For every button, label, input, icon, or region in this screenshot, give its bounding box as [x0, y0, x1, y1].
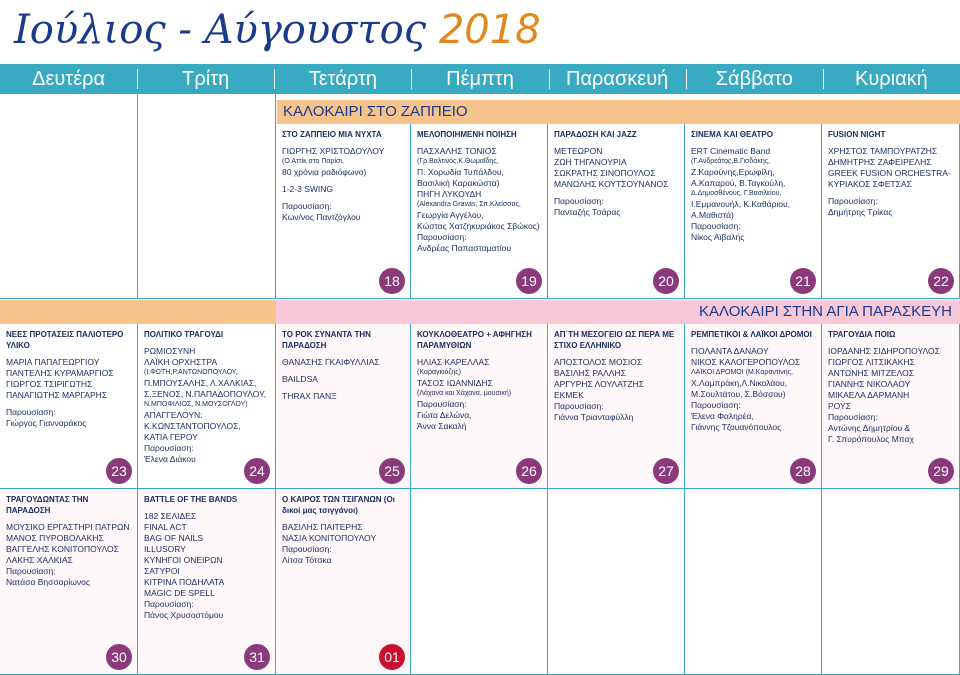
event-line: ΡΟΥΣ	[828, 401, 851, 411]
event-line: Παρουσίαση:	[554, 401, 604, 411]
agia-band-left	[0, 300, 276, 324]
event-line: FINAL ACT	[144, 522, 187, 532]
event-line: ΜΑΡΙΑ ΠΑΠΑΓΕΩΡΓΙΟΥ	[6, 357, 100, 367]
event-cell-01	[276, 489, 411, 675]
event-line: ΣΩΚΡΑΤΗΣ ΣΙΝΟΠΟΥΛΟΣ	[554, 168, 656, 178]
event-line: Έλενα Διάκου	[144, 454, 196, 464]
event-line: GREEK FUSION ORCHESTRA-	[828, 168, 951, 178]
event-line: Νατάσα Βησσαρίωνος	[6, 577, 90, 587]
event-line: ΠΑΣΧΑΛΗΣ ΤΟΝΙΟΣ	[417, 146, 497, 156]
day-number-badge: 28	[790, 458, 816, 484]
event-line: ILLUSORY	[144, 544, 186, 554]
day-number-badge: 24	[244, 458, 270, 484]
event-line: Δημήτρης Τρίκας	[828, 207, 893, 217]
event-line: Αντώνης Δημητρίου &	[828, 423, 911, 433]
event-line: Ν.ΜΠΟΦΙΛΙΟΣ, Ν.ΜΟΥΣΟΓΛΟΥ)	[144, 401, 248, 408]
event-line: ΚΑΤΙΑ ΓΕΡΟΥ	[144, 432, 198, 442]
weekday-monday: Δευτέρα	[32, 68, 106, 90]
event-line: BAG OF NAILS	[144, 533, 204, 543]
day-number-badge: 31	[244, 644, 270, 670]
event-line: Παρουσίαση:	[6, 566, 56, 576]
event-line: Παρουσίαση:	[144, 443, 194, 453]
day-number-badge: 22	[928, 268, 954, 294]
event-line: Χ.Λαμπράκη,Λ.Νικολάου,	[691, 378, 788, 388]
event-cell-20	[548, 124, 685, 299]
event-line: Παρουσίαση:	[417, 232, 467, 242]
event-title: ΜΕΛΟΠΟΙΗΜΕΝΗ ΠΟΙΗΣΗ	[417, 130, 517, 139]
event-cell-25	[276, 324, 411, 489]
empty-cell-w3	[822, 489, 960, 675]
day-number-badge: 18	[379, 268, 405, 294]
event-cell-22	[822, 124, 960, 299]
event-line: Δ.Δημοσθένους, Γ.Βασιλείου,	[691, 190, 782, 197]
event-line: MAGIC DE SPELL	[144, 588, 215, 598]
event-title: ΤΡΑΓΟΥΔΙΑ ΠΟΙΩ	[828, 330, 896, 339]
event-line: ΓΙΩΡΓΗΣ ΧΡΙΣΤΟΔΟΥΛΟΥ	[282, 146, 385, 156]
event-line: Έλενα Φαληρέα,	[691, 411, 754, 421]
event-cell-24	[138, 324, 276, 489]
event-line: ΝΙΚΟΣ ΚΑΛΟΓΕΡΟΠΟΥΛΟΣ	[691, 357, 801, 367]
weekday-sunday: Κυριακή	[823, 64, 960, 94]
event-line: Πάνος Χρυσοστόμου	[144, 610, 224, 620]
event-line: ΜΕΤΕΩΡΟΝ	[554, 146, 603, 156]
event-line: ΓΙΑΝΝΗΣ ΝΙΚΟΛΑΟΥ	[828, 379, 911, 389]
event-line: Κώστας Χατζηκυριάκος Σβώκος)	[417, 221, 540, 231]
event-line: ΒΑΓΓΕΛΗΣ ΚΟΝΙΤΟΠΟΥΛΟΣ	[6, 544, 119, 554]
event-line: (Γρ.Βαλτινός,Κ.Θωμαΐδης,	[417, 158, 499, 165]
event-line: Γιώργος Γιανναράκος	[6, 418, 87, 428]
title-year: 2018	[438, 7, 541, 53]
event-line: ΖΩΗ ΤΗΓΑΝΟΥΡΙΑ	[554, 157, 627, 167]
event-line: ΑΡΓΥΡΗΣ ΛΟΥΛΑΤΖΗΣ	[554, 379, 645, 389]
event-title: ΑΠ΄ΤΗ ΜΕΣΟΓΕΙΟ ΩΣ ΠΕΡΑ ΜΕ ΣΤΙΧΟ ΕΛΛΗΝΙΚΟ	[554, 330, 675, 350]
event-title: ΣΙΝΕΜΑ ΚΑΙ ΘΕΑΤΡΟ	[691, 130, 773, 139]
day-number-badge: 20	[653, 268, 679, 294]
event-line: Κ.ΚΩΝΣΤΑΝΤΟΠΟΥΛΟΣ,	[144, 421, 241, 431]
event-cell-28	[685, 324, 822, 489]
event-line: ΧΡΗΣΤΟΣ ΤΑΜΠΟΥΡΑΤΖΗΣ	[828, 146, 938, 156]
event-cell-30	[0, 489, 138, 675]
event-line: Πανταζής Τσάρας	[554, 207, 621, 217]
day-number-badge: 26	[516, 458, 542, 484]
event-line: Γ. Σπυρόπουλος Μπαχ	[828, 434, 914, 444]
event-line: Παρουσίαση:	[691, 221, 741, 231]
event-title: Ο ΚΑΙΡΟΣ ΤΩΝ ΤΣΙΓΑΝΩΝ (Οι δικοί μας τσιγγάνοι)	[282, 495, 395, 515]
event-title: ΤΟ ΡΟΚ ΣΥΝΑΝΤΑ ΤΗΝ ΠΑΡΑΔΟΣΗ	[282, 330, 371, 350]
event-title: ΠΟΛΙΤΙΚΟ ΤΡΑΓΟΥΔΙ	[144, 330, 224, 339]
event-line: ΑΠΟΣΤΟΛΟΣ ΜΟΣΙΟΣ	[554, 357, 643, 367]
event-line: Παρουσίαση:	[828, 196, 878, 206]
event-line: ΓΙΩΡΓΟΣ ΤΣΙΡΙΓΩΤΗΣ	[6, 379, 93, 389]
event-line: ΠΗΓΗ ΛΥΚΟΥΔΗ	[417, 189, 482, 199]
event-line: (Λάχανα και Χάχανα, μουσική)	[417, 390, 512, 397]
event-title: ΡΕΜΠΕΤΙΚΟΙ & ΛΑΪΚΟΙ ΔΡΟΜΟΙ	[691, 330, 812, 339]
event-line: 182 ΣΕΛΙΔΕΣ	[144, 511, 197, 521]
event-line: Λίτσα Τότσκα	[282, 555, 332, 565]
event-line: Παρουσίαση:	[554, 196, 604, 206]
event-title: ΚΟΥΚΛΟΘΕΑΤΡΟ + ΑΦΗΓΗΣΗ ΠΑΡΑΜΥΘΙΩΝ	[417, 330, 532, 350]
event-line: ΜΑΝΟΣ ΠΥΡΟΒΟΛΑΚΗΣ	[6, 533, 104, 543]
event-line: EKMEK	[554, 390, 584, 400]
event-line: Παρουσίαση:	[6, 407, 56, 417]
event-line: Παρουσίαση:	[417, 399, 467, 409]
event-line: 80 χρόνια ραδιόφωνο)	[282, 167, 367, 177]
event-line: ΤΑΣΟΣ ΙΩΑΝΝΙΔΗΣ	[417, 378, 493, 388]
event-cell-18	[276, 124, 411, 299]
event-line: Π.ΜΠΟΥΣΑΛΗΣ, Λ.ΧΑΛΚΙΑΣ,	[144, 378, 257, 388]
event-line: Ζ.Καρούνης,Ερωφίλη,	[691, 167, 775, 177]
event-line: ΛΑΚΗΣ ΧΑΛΚΙΑΣ	[6, 555, 73, 565]
event-line: Γιάννης Τζουανόπουλος	[691, 422, 782, 432]
event-line: Βασιλική Καρακώστα)	[417, 178, 500, 188]
event-line: Π. Χορωδία Τυπάλδου,	[417, 167, 504, 177]
day-number-badge: 25	[379, 458, 405, 484]
event-line: ΠΑΝΤΕΛΗΣ ΚΥΡΑΜΑΡΓΙΟΣ	[6, 368, 114, 378]
event-line: ΗΛΙΑΣ ΚΑΡΕΛΛΑΣ	[417, 357, 490, 367]
event-line: 1-2-3 SWING	[282, 184, 334, 194]
event-line: ΛΑΪΚΗ ΟΡΧΗΣΤΡΑ	[144, 357, 218, 367]
event-cell-19	[411, 124, 548, 299]
day-number-badge: 21	[790, 268, 816, 294]
event-line: ΔΗΜΗΤΡΗΣ ΖΑΦΕΙΡΕΛΗΣ	[828, 157, 932, 167]
event-line: Γεωργία Αγγέλου,	[417, 210, 484, 220]
empty-cell-w3	[548, 489, 685, 675]
event-line: ΚΙΤΡΙΝΑ ΠΟΔΗΛΑΤΑ	[144, 577, 225, 587]
weekday-wednesday: Τετάρτη	[274, 64, 411, 94]
event-line: ΝΑΣΙΑ ΚΟΝΙΤΟΠΟΥΛΟΥ	[282, 533, 377, 543]
event-title: ΤΡΑΓΟΥΔΩΝΤΑΣ ΤΗΝ ΠΑΡΑΔΟΣΗ	[6, 495, 89, 515]
empty-cell-w3	[411, 489, 548, 675]
agia-band: ΚΑΛΟΚΑΙΡΙ ΣΤΗΝ ΑΓΙΑ ΠΑΡΑΣΚΕΥΗ	[276, 300, 960, 324]
empty-cell-tue-w1	[138, 94, 276, 299]
event-line: ΡΩΜΙΟΣΥΝΗ	[144, 346, 196, 356]
event-cell-29	[822, 324, 960, 489]
event-line: (Ο Αττίκ στο Παρίσι,	[282, 158, 344, 165]
event-title: FUSION NIGHT	[828, 130, 886, 139]
event-line: Γιάννα Τριανταφύλλη	[554, 412, 634, 422]
day-number-badge: 29	[928, 458, 954, 484]
event-line: THRAX ΠΑΝΞ	[282, 391, 337, 401]
event-line: ΣΑΤΥΡΟΙ	[144, 566, 180, 576]
day-number-badge: 23	[106, 458, 132, 484]
event-line: Παρουσίαση:	[691, 400, 741, 410]
empty-cell-w3	[685, 489, 822, 675]
event-line: Παρουσίαση:	[282, 201, 332, 211]
event-title: ΠΑΡΑΔΟΣΗ ΚΑΙ JAZZ	[554, 130, 637, 139]
day-number-badge: 01	[379, 644, 405, 670]
event-line: Άννα Σακαλή	[417, 421, 467, 431]
event-line: ΠΑΝΑΓΙΩΤΗΣ ΜΑΡΓΑΡΗΣ	[6, 390, 108, 400]
weekday-header	[0, 64, 960, 94]
event-line: BAILDSA	[282, 374, 318, 384]
event-line: Κων/νος Παντζόγλου	[282, 212, 361, 222]
day-number-badge: 30	[106, 644, 132, 670]
event-line: (Ι.ΦΩΤΗ,Ρ.ΑΝΤΩΝΟΠΟΥΛΟΥ,	[144, 369, 238, 376]
event-line: Παρουσίαση:	[282, 544, 332, 554]
event-line: ΜΟΥΣΙΚΟ ΕΡΓΑΣΤΗΡΙ ΠΑΤΡΩΝ	[6, 522, 130, 532]
event-line: ΘΑΝΑΣΗΣ ΓΚΑΙΦΥΛΛΙΑΣ	[282, 357, 380, 367]
event-line: ΜΑΝΩΛΗΣ ΚΟΥΤΣΟΥΝΑΝΟΣ	[554, 179, 669, 189]
event-line: ΒΑΣΙΛΗΣ ΡΑΛΛΗΣ	[554, 368, 626, 378]
event-line: (Καραγκιόζης)	[417, 369, 461, 376]
weekday-tuesday: Τρίτη	[137, 64, 274, 94]
event-line: ERT Cinematic Band	[691, 146, 771, 156]
event-cell-31	[138, 489, 276, 675]
event-line: ΚΥΝΗΓΟΙ ΟΝΕΙΡΩΝ	[144, 555, 223, 565]
weekday-thursday: Πέμπτη	[411, 64, 548, 94]
event-title: ΣΤΟ ΖΑΠΠΕΙΟ ΜΙΑ ΝΥΧΤΑ	[282, 130, 382, 139]
event-line: ΙΟΡΔΑΝΗΣ ΣΙΔΗΡΟΠΟΥΛΟΣ	[828, 346, 940, 356]
event-line: Νίκος Αϊβαλής	[691, 232, 745, 242]
title-months: Ιούλιος - Αύγουστος	[14, 7, 427, 53]
event-line: Παρουσίαση:	[144, 599, 194, 609]
event-line: Ανδρέας Παπασταματίου	[417, 243, 512, 253]
event-line: Παρουσίαση:	[828, 412, 878, 422]
event-line: Μ.Σουλτάτου, Σ.Βόσσου)	[691, 389, 786, 399]
event-cell-27	[548, 324, 685, 489]
event-cell-23	[0, 324, 138, 489]
event-line: Σ.ΞΕΝΟΣ, Ν.ΠΑΠΑΔΟΠΟΥΛΟΥ,	[144, 389, 267, 399]
event-line: (Alexandra Gravas, Σπ.Κλείσσας,	[417, 201, 521, 208]
event-title: BATTLE OF THE BANDS	[144, 495, 238, 504]
event-line: ΑΝΤΩΝΗΣ ΜΙΤΖΕΛΟΣ	[828, 368, 914, 378]
day-number-badge: 19	[516, 268, 542, 294]
event-cell-21	[685, 124, 822, 299]
event-line: ΜΙΚΑΕΛΑ ΔΑΡΜΑΝΗ	[828, 390, 910, 400]
event-line: ΑΠΑΓΓΕΛΟΥΝ:	[144, 410, 203, 420]
weekday-friday: Παρασκευή	[549, 64, 686, 94]
day-number-badge: 27	[653, 458, 679, 484]
event-line: Ι.Εμμανουήλ, Κ.Καθάριου,	[691, 199, 791, 209]
zappeio-band: ΚΑΛΟΚΑΙΡΙ ΣΤΟ ΖΑΠΠΕΙΟ	[277, 100, 960, 124]
event-line: (Γ.Ανδρεάτος,Β.Γισδάκης,	[691, 158, 771, 165]
event-line: Α.Μαθιστά)	[691, 210, 734, 220]
event-cell-26	[411, 324, 548, 489]
event-line: ΓΙΟΛΑΝΤΑ ΔΑΝΑΟΥ	[691, 346, 769, 356]
page-title	[14, 4, 541, 56]
weekday-saturday: Σάββατο	[686, 64, 823, 94]
event-line: ΓΙΩΡΓΟΣ ΛΙΤΣΙΚΑΚΗΣ	[828, 357, 915, 367]
event-line: Γιώτα Δελώνα,	[417, 410, 472, 420]
event-line: ΒΑΣΙΛΗΣ ΠΑΙΤΕΡΗΣ	[282, 522, 363, 532]
event-title: ΝΕΕΣ ΠΡΟΤΑΣΕΙΣ ΠΑΛΙΟΤΕΡΟ ΥΛΙΚΟ	[6, 330, 124, 350]
event-line: Α.Καπαρού, Β.Ταγκούλη,	[691, 178, 786, 188]
event-line: ΛΑΪΚΟΙ ΔΡΟΜΟΙ (Μ.Καραντίνης,	[691, 369, 793, 376]
event-line: ΚΥΡΙΑΚΟΣ ΣΦΕΤΣΑΣ	[828, 179, 912, 189]
empty-cell-mon-w1	[0, 94, 138, 299]
